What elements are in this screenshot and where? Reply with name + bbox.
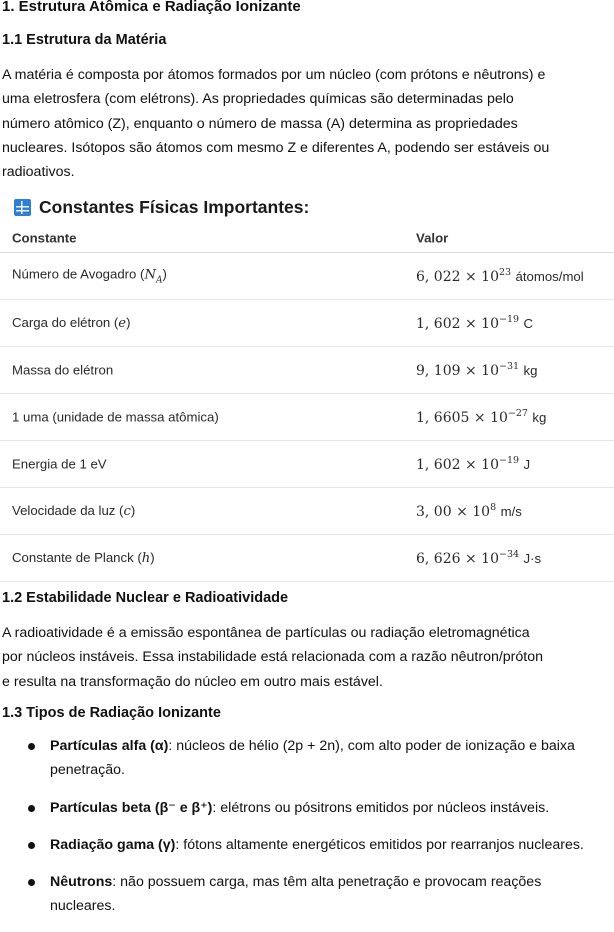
constant-value: 1, $6605 \times 10^{-27}$ kg (416, 408, 547, 426)
constant-value: 3, $00 \times 10^8$ m/s (416, 502, 522, 520)
table-row (0, 253, 614, 300)
constant-name: Massa do elétron (12, 362, 114, 378)
section-2-paragraph (2, 621, 612, 694)
paragraph-line: por núcleos instáveis. Essa instabilidade está relacionada com a razão nêutron/próton (2, 649, 544, 666)
section-1-paragraph (2, 63, 612, 184)
paragraph-line: A radioatividade é a emissão espontânea de partículas ou radiação eletromagnética (2, 625, 530, 641)
paragraph-line: e resulta na transformação do núcleo em outro mais estável. (2, 673, 383, 690)
paragraph-line: número atômico (Z), enquanto o número de massa (A) determina as propriedades (2, 115, 518, 132)
section-2-heading: 1.2 Estabilidade Nuclear e Radioatividade (2, 590, 289, 606)
constants-title (14, 197, 309, 218)
constant-value: 6, $022 \times 10^{23}$ átomos/mol (416, 267, 584, 285)
table-row (0, 347, 614, 394)
list-item (0, 734, 605, 783)
column-header-value: Valor (416, 230, 449, 246)
constant-value: 1, $602 \times 10^{-19}$ C (416, 314, 534, 332)
constant-value: 1, $602 \times 10^{-19}$ J (416, 455, 531, 473)
constant-name: Constante de Planck (h) (12, 550, 155, 566)
constant-name: Número de Avogadro $(N_A)$ (12, 266, 167, 286)
table-row (0, 300, 614, 347)
column-header-constant: Constante (12, 230, 77, 246)
table-icon (14, 199, 31, 216)
table-header-row (0, 224, 614, 253)
constant-name: 1 uma (unidade de massa atômica) (12, 409, 219, 425)
table-row (0, 488, 614, 535)
bullet-term: Radiação gama (γ) (50, 836, 176, 853)
bullet-icon (28, 879, 35, 886)
constants-table (0, 224, 614, 582)
constants-title-text: Constantes Físicas Importantes: (39, 197, 310, 217)
section-1-heading: 1.1 Estrutura da Matéria (2, 32, 167, 48)
list-item (0, 833, 605, 857)
bullet-term: Nêutrons (50, 874, 113, 891)
list-item (0, 870, 605, 919)
bullet-text: : fótons altamente energéticos emitidos por rearranjos nucleares. (175, 836, 584, 853)
table-row (0, 441, 614, 488)
bullet-icon (28, 842, 35, 849)
constant-value: 6, $626 \times 10^{-34}$ J·s (416, 549, 542, 567)
bullet-icon (28, 805, 35, 812)
bullet-text: : núcleos de hélio (2p + 2n), com alto poder de ionização e baixa penetração. (50, 738, 575, 779)
bullet-term: Partículas alfa (α) (50, 738, 169, 754)
bullet-text: : não possuem carga, mas têm alta penetração e provocam reações nucleares. (50, 874, 542, 915)
list-item (0, 796, 605, 820)
bullet-icon (28, 743, 35, 750)
table-row (0, 535, 614, 582)
constant-name: Carga do elétron (e) (12, 315, 131, 331)
bullet-text: : elétrons ou pósitrons emitidos por núcleos instáveis. (212, 799, 550, 816)
page-title: 1. Estrutura Atômica e Radiação Ionizante (2, 0, 301, 15)
table-row (0, 394, 614, 441)
bullet-term: Partículas beta (β⁻ e β⁺) (50, 799, 213, 816)
radiation-types-list (0, 734, 614, 932)
constant-name: Energia de 1 eV (12, 456, 107, 472)
paragraph-line: A matéria é composta por átomos formados por um núcleo (com prótons e nêutrons) e (2, 67, 546, 83)
section-3-heading: 1.3 Tipos de Radiação Ionizante (2, 705, 221, 721)
paragraph-line: uma eletrosfera (com elétrons). As propriedades químicas são determinadas pelo (2, 91, 514, 108)
paragraph-line: nucleares. Isótopos são átomos com mesmo Z e diferentes A, podendo ser estáveis ou (2, 139, 550, 156)
constant-name: Velocidade da luz (c) (12, 503, 136, 519)
paragraph-line: radioativos. (2, 164, 75, 181)
constant-value: 9, $109 \times 10^{-31}$ kg (416, 361, 538, 379)
